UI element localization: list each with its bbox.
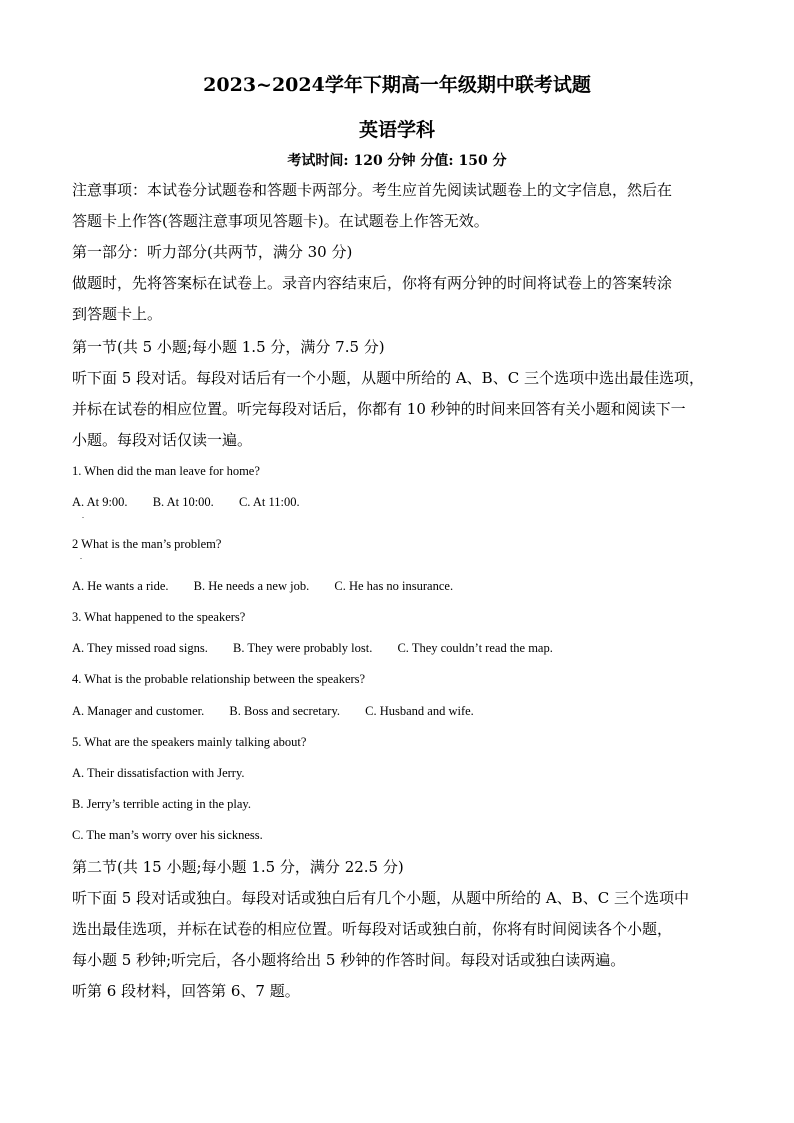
question-2: 2 What is the man’s problem? [72, 537, 222, 551]
section1-heading: 第一节(共 5 小题;每小题 1.5 分，满分 7.5 分) [72, 338, 385, 356]
section2-material: 听第 6 段材料，回答第 6、7 题。 [72, 982, 300, 1000]
stray-dot: . [82, 511, 84, 520]
question-5-option-b: B. Jerry’s terrible acting in the play. [72, 797, 251, 811]
section1-intro-1: 听下面 5 段对话。每段对话后有一个小题，从题中所给的 A、B、C 三个选项中选出最佳选项， [72, 369, 704, 387]
section1-intro-2: 并标在试卷的相应位置。听完每段对话后，你都有 10 秒钟的时间来回答有关小题和阅读下一 [72, 400, 686, 418]
question-2-options [72, 577, 475, 595]
option-a: A. At 9:00. [72, 495, 128, 509]
option-c: C. Husband and wife. [365, 704, 474, 718]
option-b: B. They were probably lost. [233, 641, 373, 655]
option-b: B. He needs a new job. [193, 579, 310, 593]
option-b: B. Boss and secretary. [229, 704, 341, 718]
section1-intro-3: 小题。每段对话仅读一遍。 [72, 431, 253, 449]
option-a: A. They missed road signs. [72, 641, 208, 655]
part1-intro-2: 到答题卡上。 [72, 305, 163, 323]
question-5-option-a: A. Their dissatisfaction with Jerry. [72, 766, 245, 780]
question-1-options [72, 493, 322, 511]
exam-title: 2023~2024学年下期高一年级期中联考试题 [203, 74, 591, 96]
part1-heading: 第一部分：听力部分(共两节，满分 30 分) [72, 243, 353, 261]
part1-intro-1: 做题时，先将答案标在试卷上。录音内容结束后，你将有两分钟的时间将试卷上的答案转涂 [72, 274, 673, 292]
section2-intro-2: 选出最佳选项，并标在试卷的相应位置。听每段对话或独白前，你将有时间阅读各个小题， [72, 920, 673, 938]
section2-intro-1: 听下面 5 段对话或独白。每段对话或独白后有几个小题，从题中所给的 A、B、C 三个选项中 [72, 889, 689, 907]
option-b: B. At 10:00. [152, 495, 214, 509]
option-a: A. Manager and customer. [72, 704, 205, 718]
question-4-options [72, 702, 496, 720]
subject-title: 英语学科 [358, 119, 435, 141]
stray-dot: . [80, 552, 82, 561]
question-3: 3. What happened to the speakers? [72, 610, 246, 624]
exam-info: 考试时间: 120 分钟 分值: 150 分 [287, 153, 507, 169]
option-a: A. He wants a ride. [72, 579, 169, 593]
question-5: 5. What are the speakers mainly talking about? [72, 735, 307, 749]
question-4: 4. What is the probable relationship between the speakers? [72, 672, 366, 686]
question-3-options [72, 639, 575, 657]
section2-intro-3: 每小题 5 秒钟;听完后，各小题将给出 5 秒钟的作答时间。每段对话或独白读两遍。 [72, 951, 626, 969]
option-c: C. At 11:00. [238, 495, 300, 509]
question-5-option-c: C. The man’s worry over his sickness. [72, 828, 263, 842]
section2-heading: 第二节(共 15 小题;每小题 1.5 分，满分 22.5 分) [72, 858, 404, 876]
option-c: C. They couldn’t read the map. [397, 641, 553, 655]
notice-line-1: 注意事项：本试卷分试题卷和答题卡两部分。考生应首先阅读试题卷上的文字信息，然后在 [72, 181, 673, 199]
question-1: 1. When did the man leave for home? [72, 464, 260, 478]
option-c: C. He has no insurance. [334, 579, 454, 593]
notice-line-2: 答题卡上作答(答题注意事项见答题卡)。在试题卷上作答无效。 [72, 212, 489, 230]
